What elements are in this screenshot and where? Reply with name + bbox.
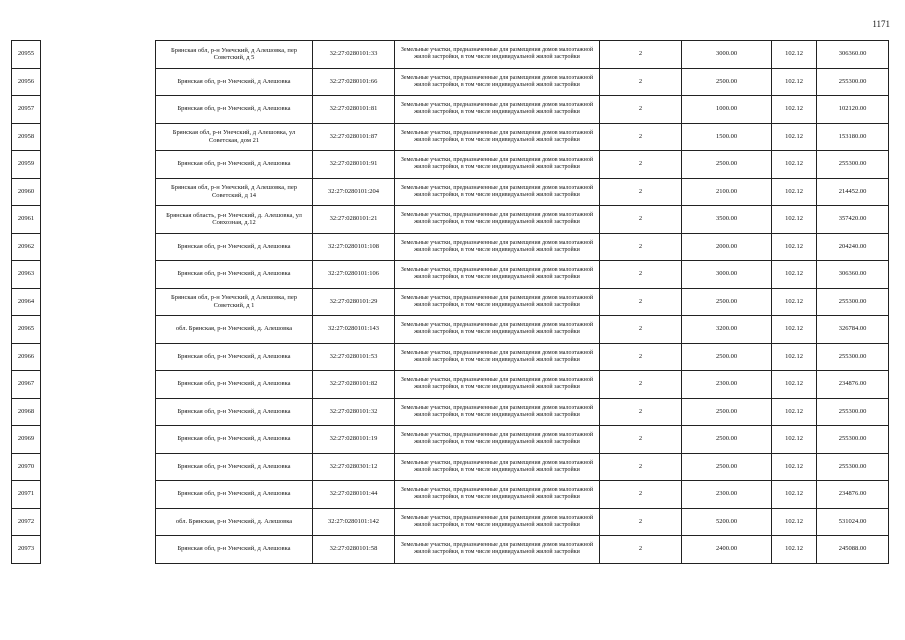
record-number-cell: 20959 [12, 151, 41, 179]
area-cell: 2500.00 [682, 343, 772, 371]
spacer-cell [41, 206, 156, 234]
area-cell: 2500.00 [682, 151, 772, 179]
rate-cell: 102.12 [772, 508, 817, 536]
address-cell: Брянская обл, р-н Унечский, д Алешовка [156, 151, 313, 179]
spacer-cell [41, 508, 156, 536]
address-cell: Брянская обл, р-н Унечский, д Алешовка [156, 426, 313, 454]
record-number-cell: 20956 [12, 68, 41, 96]
land-use-cell: Земельные участки, предназначенные для размещения домов малоэтажной жилой застройки, в том числе индивидуальной жилой застройки [395, 343, 600, 371]
group-cell: 2 [600, 481, 682, 509]
group-cell: 2 [600, 343, 682, 371]
table-row [12, 151, 889, 179]
cadastral-number-cell: 32:27:0280101:87 [313, 123, 395, 151]
record-number-cell: 20971 [12, 481, 41, 509]
record-number-cell: 20969 [12, 426, 41, 454]
spacer-cell [41, 261, 156, 289]
land-use-cell: Земельные участки, предназначенные для размещения домов малоэтажной жилой застройки, в том числе индивидуальной жилой застройки [395, 206, 600, 234]
spacer-cell [41, 288, 156, 316]
table-row [12, 536, 889, 564]
group-cell: 2 [600, 453, 682, 481]
cadastral-value-cell: 234876.00 [817, 371, 889, 399]
table-row [12, 123, 889, 151]
rate-cell: 102.12 [772, 536, 817, 564]
cadastral-value-cell: 255300.00 [817, 398, 889, 426]
cadastral-value-cell: 531024.00 [817, 508, 889, 536]
group-cell: 2 [600, 206, 682, 234]
spacer-cell [41, 233, 156, 261]
cadastral-value-cell: 326784.00 [817, 316, 889, 344]
record-number-cell: 20967 [12, 371, 41, 399]
area-cell: 2300.00 [682, 371, 772, 399]
rate-cell: 102.12 [772, 453, 817, 481]
spacer-cell [41, 453, 156, 481]
address-cell: Брянская обл, р-н Унечский, д Алешовка [156, 453, 313, 481]
rate-cell: 102.12 [772, 371, 817, 399]
record-number-cell: 20961 [12, 206, 41, 234]
spacer-cell [41, 178, 156, 206]
record-number-cell: 20963 [12, 261, 41, 289]
address-cell: Брянская обл, р-н Унечский, д Алешовка [156, 343, 313, 371]
area-cell: 3200.00 [682, 316, 772, 344]
cadastral-value-cell: 255300.00 [817, 453, 889, 481]
land-use-cell: Земельные участки, предназначенные для размещения домов малоэтажной жилой застройки, в том числе индивидуальной жилой застройки [395, 453, 600, 481]
land-use-cell: Земельные участки, предназначенные для размещения домов малоэтажной жилой застройки, в том числе индивидуальной жилой застройки [395, 481, 600, 509]
cadastral-number-cell: 32:27:0280101:82 [313, 371, 395, 399]
cadastral-number-cell: 32:27:0280101:32 [313, 398, 395, 426]
cadastral-value-cell: 255300.00 [817, 151, 889, 179]
table-row [12, 41, 889, 69]
rate-cell: 102.12 [772, 206, 817, 234]
cadastral-value-cell: 255300.00 [817, 288, 889, 316]
cadastral-value-cell: 255300.00 [817, 68, 889, 96]
cadastral-value-cell: 153180.00 [817, 123, 889, 151]
land-use-cell: Земельные участки, предназначенные для размещения домов малоэтажной жилой застройки, в том числе индивидуальной жилой застройки [395, 151, 600, 179]
address-cell: Брянская обл, р-н Унечский, д Алешовка, пер Советский, д 5 [156, 41, 313, 69]
table-row [12, 288, 889, 316]
cadastral-value-cell: 204240.00 [817, 233, 889, 261]
area-cell: 3000.00 [682, 41, 772, 69]
address-cell: обл. Брянская, р-н Унечский, д. Алешовка [156, 316, 313, 344]
group-cell: 2 [600, 398, 682, 426]
rate-cell: 102.12 [772, 481, 817, 509]
cadastral-number-cell: 32:27:0280101:91 [313, 151, 395, 179]
spacer-cell [41, 343, 156, 371]
area-cell: 1000.00 [682, 96, 772, 124]
registry-rows [12, 41, 889, 564]
area-cell: 2500.00 [682, 398, 772, 426]
rate-cell: 102.12 [772, 261, 817, 289]
group-cell: 2 [600, 288, 682, 316]
spacer-cell [41, 123, 156, 151]
record-number-cell: 20966 [12, 343, 41, 371]
land-use-cell: Земельные участки, предназначенные для размещения домов малоэтажной жилой застройки, в том числе индивидуальной жилой застройки [395, 68, 600, 96]
land-registry-table [11, 40, 889, 564]
table-row [12, 371, 889, 399]
address-cell: Брянская обл, р-н Унечский, д Алешовка [156, 371, 313, 399]
rate-cell: 102.12 [772, 178, 817, 206]
cadastral-number-cell: 32:27:0280101:106 [313, 261, 395, 289]
cadastral-number-cell: 32:27:0280101:44 [313, 481, 395, 509]
area-cell: 2300.00 [682, 481, 772, 509]
group-cell: 2 [600, 233, 682, 261]
area-cell: 5200.00 [682, 508, 772, 536]
cadastral-number-cell: 32:27:0280101:204 [313, 178, 395, 206]
cadastral-number-cell: 32:27:0280101:53 [313, 343, 395, 371]
record-number-cell: 20955 [12, 41, 41, 69]
spacer-cell [41, 68, 156, 96]
table-row [12, 426, 889, 454]
land-use-cell: Земельные участки, предназначенные для размещения домов малоэтажной жилой застройки, в том числе индивидуальной жилой застройки [395, 426, 600, 454]
cadastral-number-cell: 32:27:0280101:142 [313, 508, 395, 536]
group-cell: 2 [600, 123, 682, 151]
record-number-cell: 20970 [12, 453, 41, 481]
table-row [12, 96, 889, 124]
cadastral-value-cell: 306360.00 [817, 41, 889, 69]
cadastral-value-cell: 245088.00 [817, 536, 889, 564]
land-use-cell: Земельные участки, предназначенные для размещения домов малоэтажной жилой застройки, в том числе индивидуальной жилой застройки [395, 371, 600, 399]
land-use-cell: Земельные участки, предназначенные для размещения домов малоэтажной жилой застройки, в том числе индивидуальной жилой застройки [395, 261, 600, 289]
cadastral-value-cell: 255300.00 [817, 343, 889, 371]
area-cell: 2000.00 [682, 233, 772, 261]
page-number: 1171 [872, 19, 890, 29]
cadastral-number-cell: 32:27:0280101:33 [313, 41, 395, 69]
group-cell: 2 [600, 68, 682, 96]
rate-cell: 102.12 [772, 96, 817, 124]
area-cell: 2500.00 [682, 426, 772, 454]
group-cell: 2 [600, 371, 682, 399]
record-number-cell: 20958 [12, 123, 41, 151]
cadastral-value-cell: 357420.00 [817, 206, 889, 234]
area-cell: 3000.00 [682, 261, 772, 289]
address-cell: Брянская обл, р-н Унечский, д Алешовка [156, 233, 313, 261]
cadastral-value-cell: 214452.00 [817, 178, 889, 206]
group-cell: 2 [600, 261, 682, 289]
record-number-cell: 20962 [12, 233, 41, 261]
table-row [12, 508, 889, 536]
address-cell: Брянская обл, р-н Унечский, д Алешовка, пер Советский, д 1 [156, 288, 313, 316]
table-row [12, 481, 889, 509]
cadastral-value-cell: 255300.00 [817, 426, 889, 454]
table-row [12, 233, 889, 261]
group-cell: 2 [600, 151, 682, 179]
spacer-cell [41, 96, 156, 124]
cadastral-number-cell: 32:27:0280101:81 [313, 96, 395, 124]
rate-cell: 102.12 [772, 426, 817, 454]
land-use-cell: Земельные участки, предназначенные для размещения домов малоэтажной жилой застройки, в том числе индивидуальной жилой застройки [395, 178, 600, 206]
address-cell: обл. Брянская, р-н Унечский, д. Алешовка [156, 508, 313, 536]
area-cell: 2500.00 [682, 288, 772, 316]
spacer-cell [41, 316, 156, 344]
area-cell: 2100.00 [682, 178, 772, 206]
group-cell: 2 [600, 96, 682, 124]
group-cell: 2 [600, 508, 682, 536]
address-cell: Брянская обл, р-н Унечский, д Алешовка, пер Советский, д 14 [156, 178, 313, 206]
area-cell: 1500.00 [682, 123, 772, 151]
record-number-cell: 20968 [12, 398, 41, 426]
area-cell: 2400.00 [682, 536, 772, 564]
table-row [12, 206, 889, 234]
cadastral-number-cell: 32:27:0280101:19 [313, 426, 395, 454]
record-number-cell: 20972 [12, 508, 41, 536]
spacer-cell [41, 371, 156, 399]
cadastral-number-cell: 32:27:0280101:108 [313, 233, 395, 261]
address-cell: Брянская область, р-н Унечский, д. Алешовка, ул Совхозная, д.12 [156, 206, 313, 234]
rate-cell: 102.12 [772, 68, 817, 96]
rate-cell: 102.12 [772, 288, 817, 316]
area-cell: 2500.00 [682, 453, 772, 481]
area-cell: 3500.00 [682, 206, 772, 234]
land-use-cell: Земельные участки, предназначенные для размещения домов малоэтажной жилой застройки, в том числе индивидуальной жилой застройки [395, 316, 600, 344]
address-cell: Брянская обл, р-н Унечский, д Алешовка [156, 261, 313, 289]
spacer-cell [41, 426, 156, 454]
table-row [12, 68, 889, 96]
rate-cell: 102.12 [772, 398, 817, 426]
land-use-cell: Земельные участки, предназначенные для размещения домов малоэтажной жилой застройки, в том числе индивидуальной жилой застройки [395, 123, 600, 151]
table-row [12, 398, 889, 426]
cadastral-value-cell: 102120.00 [817, 96, 889, 124]
area-cell: 2500.00 [682, 68, 772, 96]
spacer-cell [41, 536, 156, 564]
group-cell: 2 [600, 316, 682, 344]
table-row [12, 261, 889, 289]
cadastral-number-cell: 32:27:0280101:29 [313, 288, 395, 316]
address-cell: Брянская обл, р-н Унечский, д Алешовка [156, 68, 313, 96]
land-use-cell: Земельные участки, предназначенные для размещения домов малоэтажной жилой застройки, в том числе индивидуальной жилой застройки [395, 536, 600, 564]
cadastral-number-cell: 32:27:0280101:143 [313, 316, 395, 344]
cadastral-number-cell: 32:27:0280101:21 [313, 206, 395, 234]
record-number-cell: 20973 [12, 536, 41, 564]
spacer-cell [41, 41, 156, 69]
land-use-cell: Земельные участки, предназначенные для размещения домов малоэтажной жилой застройки, в том числе индивидуальной жилой застройки [395, 398, 600, 426]
record-number-cell: 20960 [12, 178, 41, 206]
table-row [12, 316, 889, 344]
spacer-cell [41, 398, 156, 426]
group-cell: 2 [600, 426, 682, 454]
rate-cell: 102.12 [772, 233, 817, 261]
group-cell: 2 [600, 41, 682, 69]
address-cell: Брянская обл, р-н Унечский, д Алешовка [156, 96, 313, 124]
address-cell: Брянская обл, р-н Унечский, д Алешовка [156, 481, 313, 509]
record-number-cell: 20957 [12, 96, 41, 124]
table-row [12, 453, 889, 481]
table-row [12, 178, 889, 206]
cadastral-value-cell: 234876.00 [817, 481, 889, 509]
rate-cell: 102.12 [772, 151, 817, 179]
spacer-cell [41, 151, 156, 179]
table-row [12, 343, 889, 371]
land-use-cell: Земельные участки, предназначенные для размещения домов малоэтажной жилой застройки, в том числе индивидуальной жилой застройки [395, 233, 600, 261]
land-use-cell: Земельные участки, предназначенные для размещения домов малоэтажной жилой застройки, в том числе индивидуальной жилой застройки [395, 41, 600, 69]
rate-cell: 102.12 [772, 123, 817, 151]
address-cell: Брянская обл, р-н Унечский, д Алешовка [156, 398, 313, 426]
record-number-cell: 20964 [12, 288, 41, 316]
group-cell: 2 [600, 536, 682, 564]
cadastral-value-cell: 306360.00 [817, 261, 889, 289]
rate-cell: 102.12 [772, 316, 817, 344]
record-number-cell: 20965 [12, 316, 41, 344]
land-use-cell: Земельные участки, предназначенные для размещения домов малоэтажной жилой застройки, в том числе индивидуальной жилой застройки [395, 508, 600, 536]
address-cell: Брянская обл, р-н Унечский, д Алешовка [156, 536, 313, 564]
group-cell: 2 [600, 178, 682, 206]
address-cell: Брянская обл, р-н Унечский, д Алешовка, ул Советская, дом 21 [156, 123, 313, 151]
rate-cell: 102.12 [772, 343, 817, 371]
spacer-cell [41, 481, 156, 509]
cadastral-number-cell: 32:27:0280301:12 [313, 453, 395, 481]
land-use-cell: Земельные участки, предназначенные для размещения домов малоэтажной жилой застройки, в том числе индивидуальной жилой застройки [395, 288, 600, 316]
land-use-cell: Земельные участки, предназначенные для размещения домов малоэтажной жилой застройки, в том числе индивидуальной жилой застройки [395, 96, 600, 124]
rate-cell: 102.12 [772, 41, 817, 69]
cadastral-number-cell: 32:27:0280101:58 [313, 536, 395, 564]
cadastral-number-cell: 32:27:0280101:66 [313, 68, 395, 96]
